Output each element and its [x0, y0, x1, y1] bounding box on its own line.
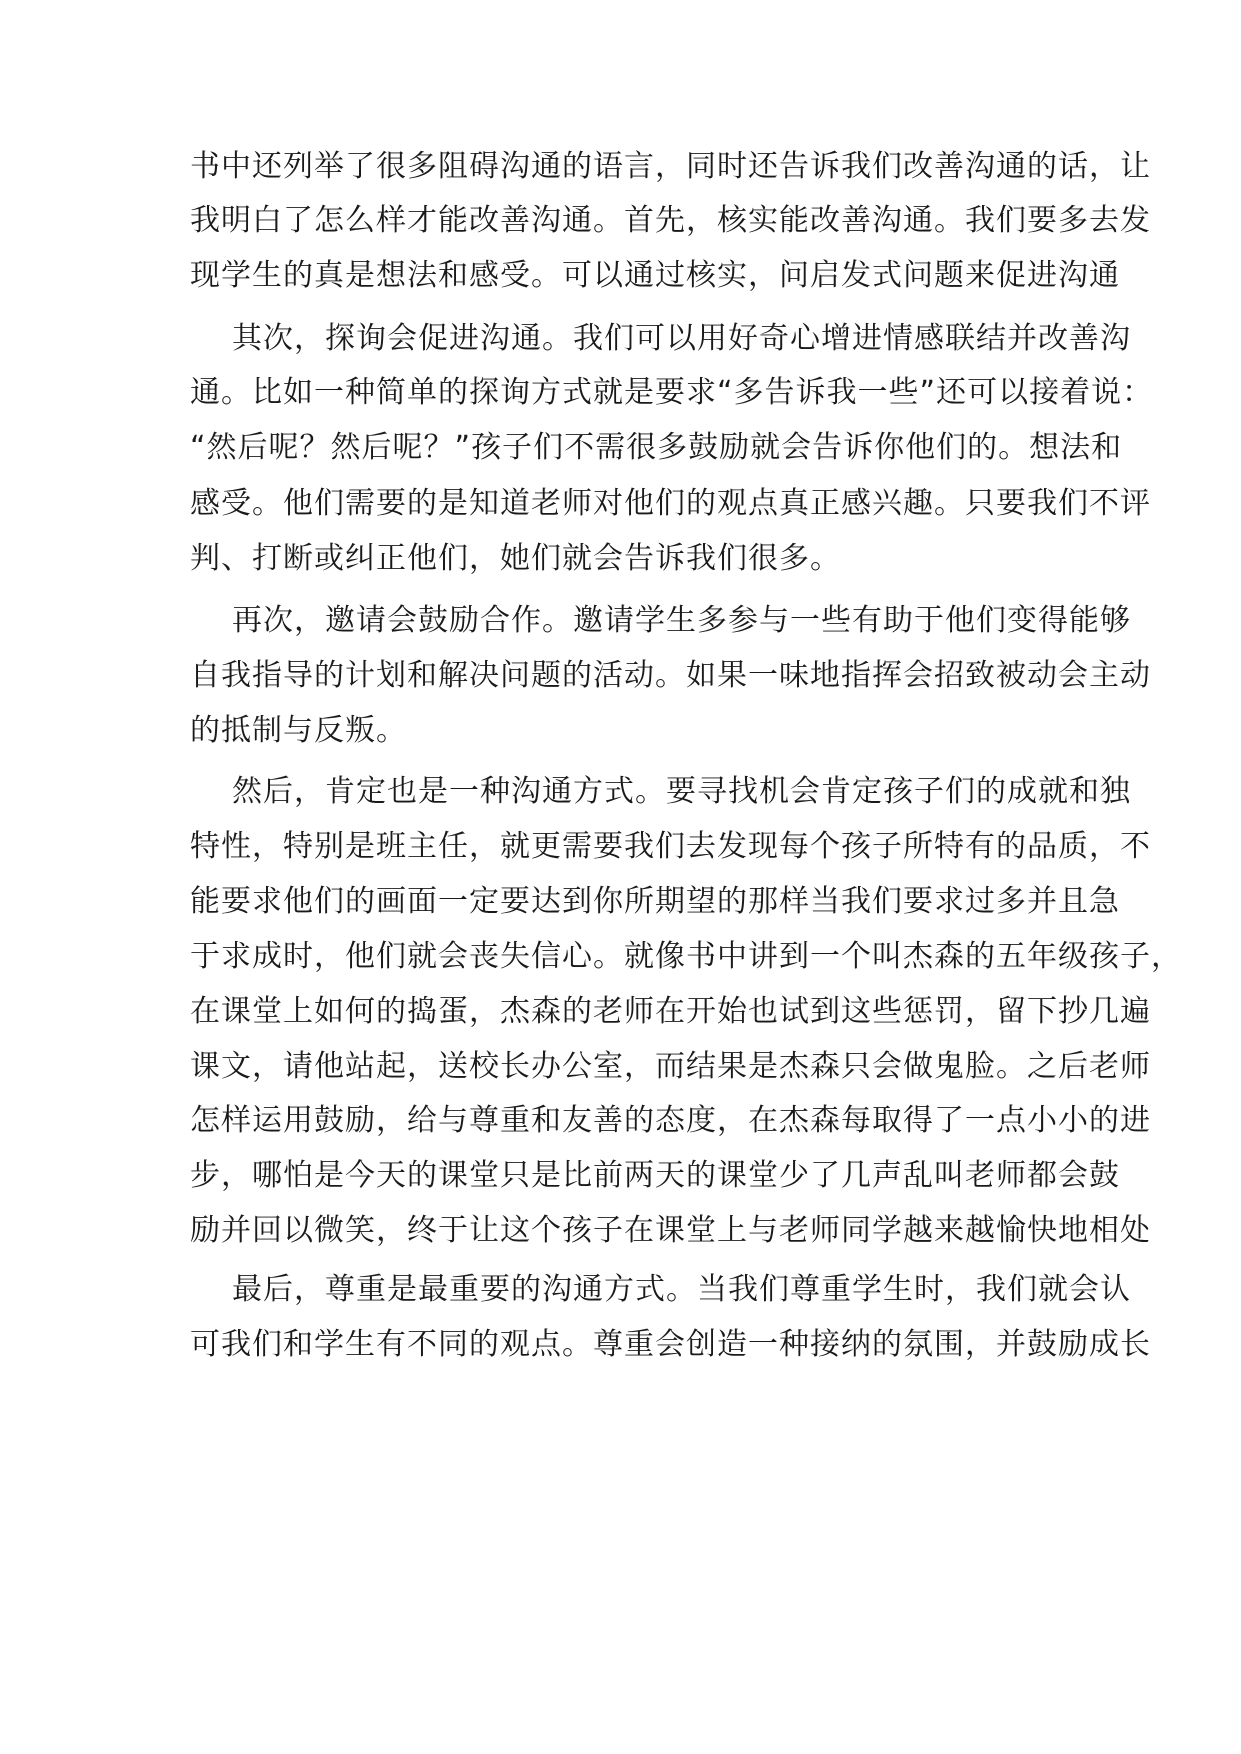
text-line: 于求成时，他们就会丧失信心。就像书中讲到一个叫杰森的五年级孩子， [190, 939, 1182, 974]
text-line: 可我们和学生有不同的观点。尊重会创造一种接纳的氛围，并鼓励成长 [190, 1327, 1151, 1362]
text-line: “然后呢？然后呢？”孩子们不需很多鼓励就会告诉你他们的。想法和 [190, 430, 1123, 465]
text-line: 通。比如一种简单的探询方式就是要求“多告诉我一些”还可以接着说： [190, 375, 1154, 410]
text-line: 我明白了怎么样才能改善沟通。首先，核实能改善沟通。我们要多去发 [190, 203, 1151, 238]
text-line: 书中还列举了很多阻碍沟通的语言，同时还告诉我们改善沟通的话，让 [190, 149, 1151, 184]
text-line: 步，哪怕是今天的课堂只是比前两天的课堂少了几声乱叫老师都会鼓 [190, 1158, 1120, 1193]
text-line: 在课堂上如何的捣蛋，杰森的老师在开始也试到这些惩罚，留下抄几遍 [190, 994, 1151, 1029]
text-line: 的抵制与反叛。 [190, 713, 407, 748]
text-line: 判、打断或纠正他们，她们就会告诉我们很多。 [190, 541, 841, 576]
text-line: 现学生的真是想法和感受。可以通过核实，问启发式问题来促进沟通 [190, 258, 1120, 293]
text-line: 怎样运用鼓励，给与尊重和友善的态度，在杰森每取得了一点小小的进 [190, 1103, 1151, 1138]
text-line: 励并回以微笑，终于让这个孩子在课堂上与老师同学越来越愉快地相处 [190, 1213, 1151, 1248]
text-line: 特性，特别是班主任，就更需要我们去发现每个孩子所特有的品质，不 [190, 829, 1151, 864]
paragraph-start-line: 再次，邀请会鼓励合作。邀请学生多参与一些有助于他们变得能够 [232, 603, 1131, 638]
text-line: 自我指导的计划和解决问题的活动。如果一味地指挥会招致被动会主动 [190, 658, 1151, 693]
text-line: 感受。他们需要的是知道老师对他们的观点真正感兴趣。只要我们不评 [190, 486, 1151, 521]
text-line: 课文，请他站起，送校长办公室，而结果是杰森只会做鬼脸。之后老师 [190, 1049, 1151, 1084]
text-line: 能要求他们的画面一定要达到你所期望的那样当我们要求过多并且急 [190, 884, 1120, 919]
paragraph-start-line: 其次，探询会促进沟通。我们可以用好奇心增进情感联结并改善沟 [232, 321, 1131, 356]
paragraph-start-line: 然后，肯定也是一种沟通方式。要寻找机会肯定孩子们的成就和独 [232, 774, 1131, 809]
paragraph-start-line: 最后，尊重是最重要的沟通方式。当我们尊重学生时，我们就会认 [232, 1272, 1131, 1307]
